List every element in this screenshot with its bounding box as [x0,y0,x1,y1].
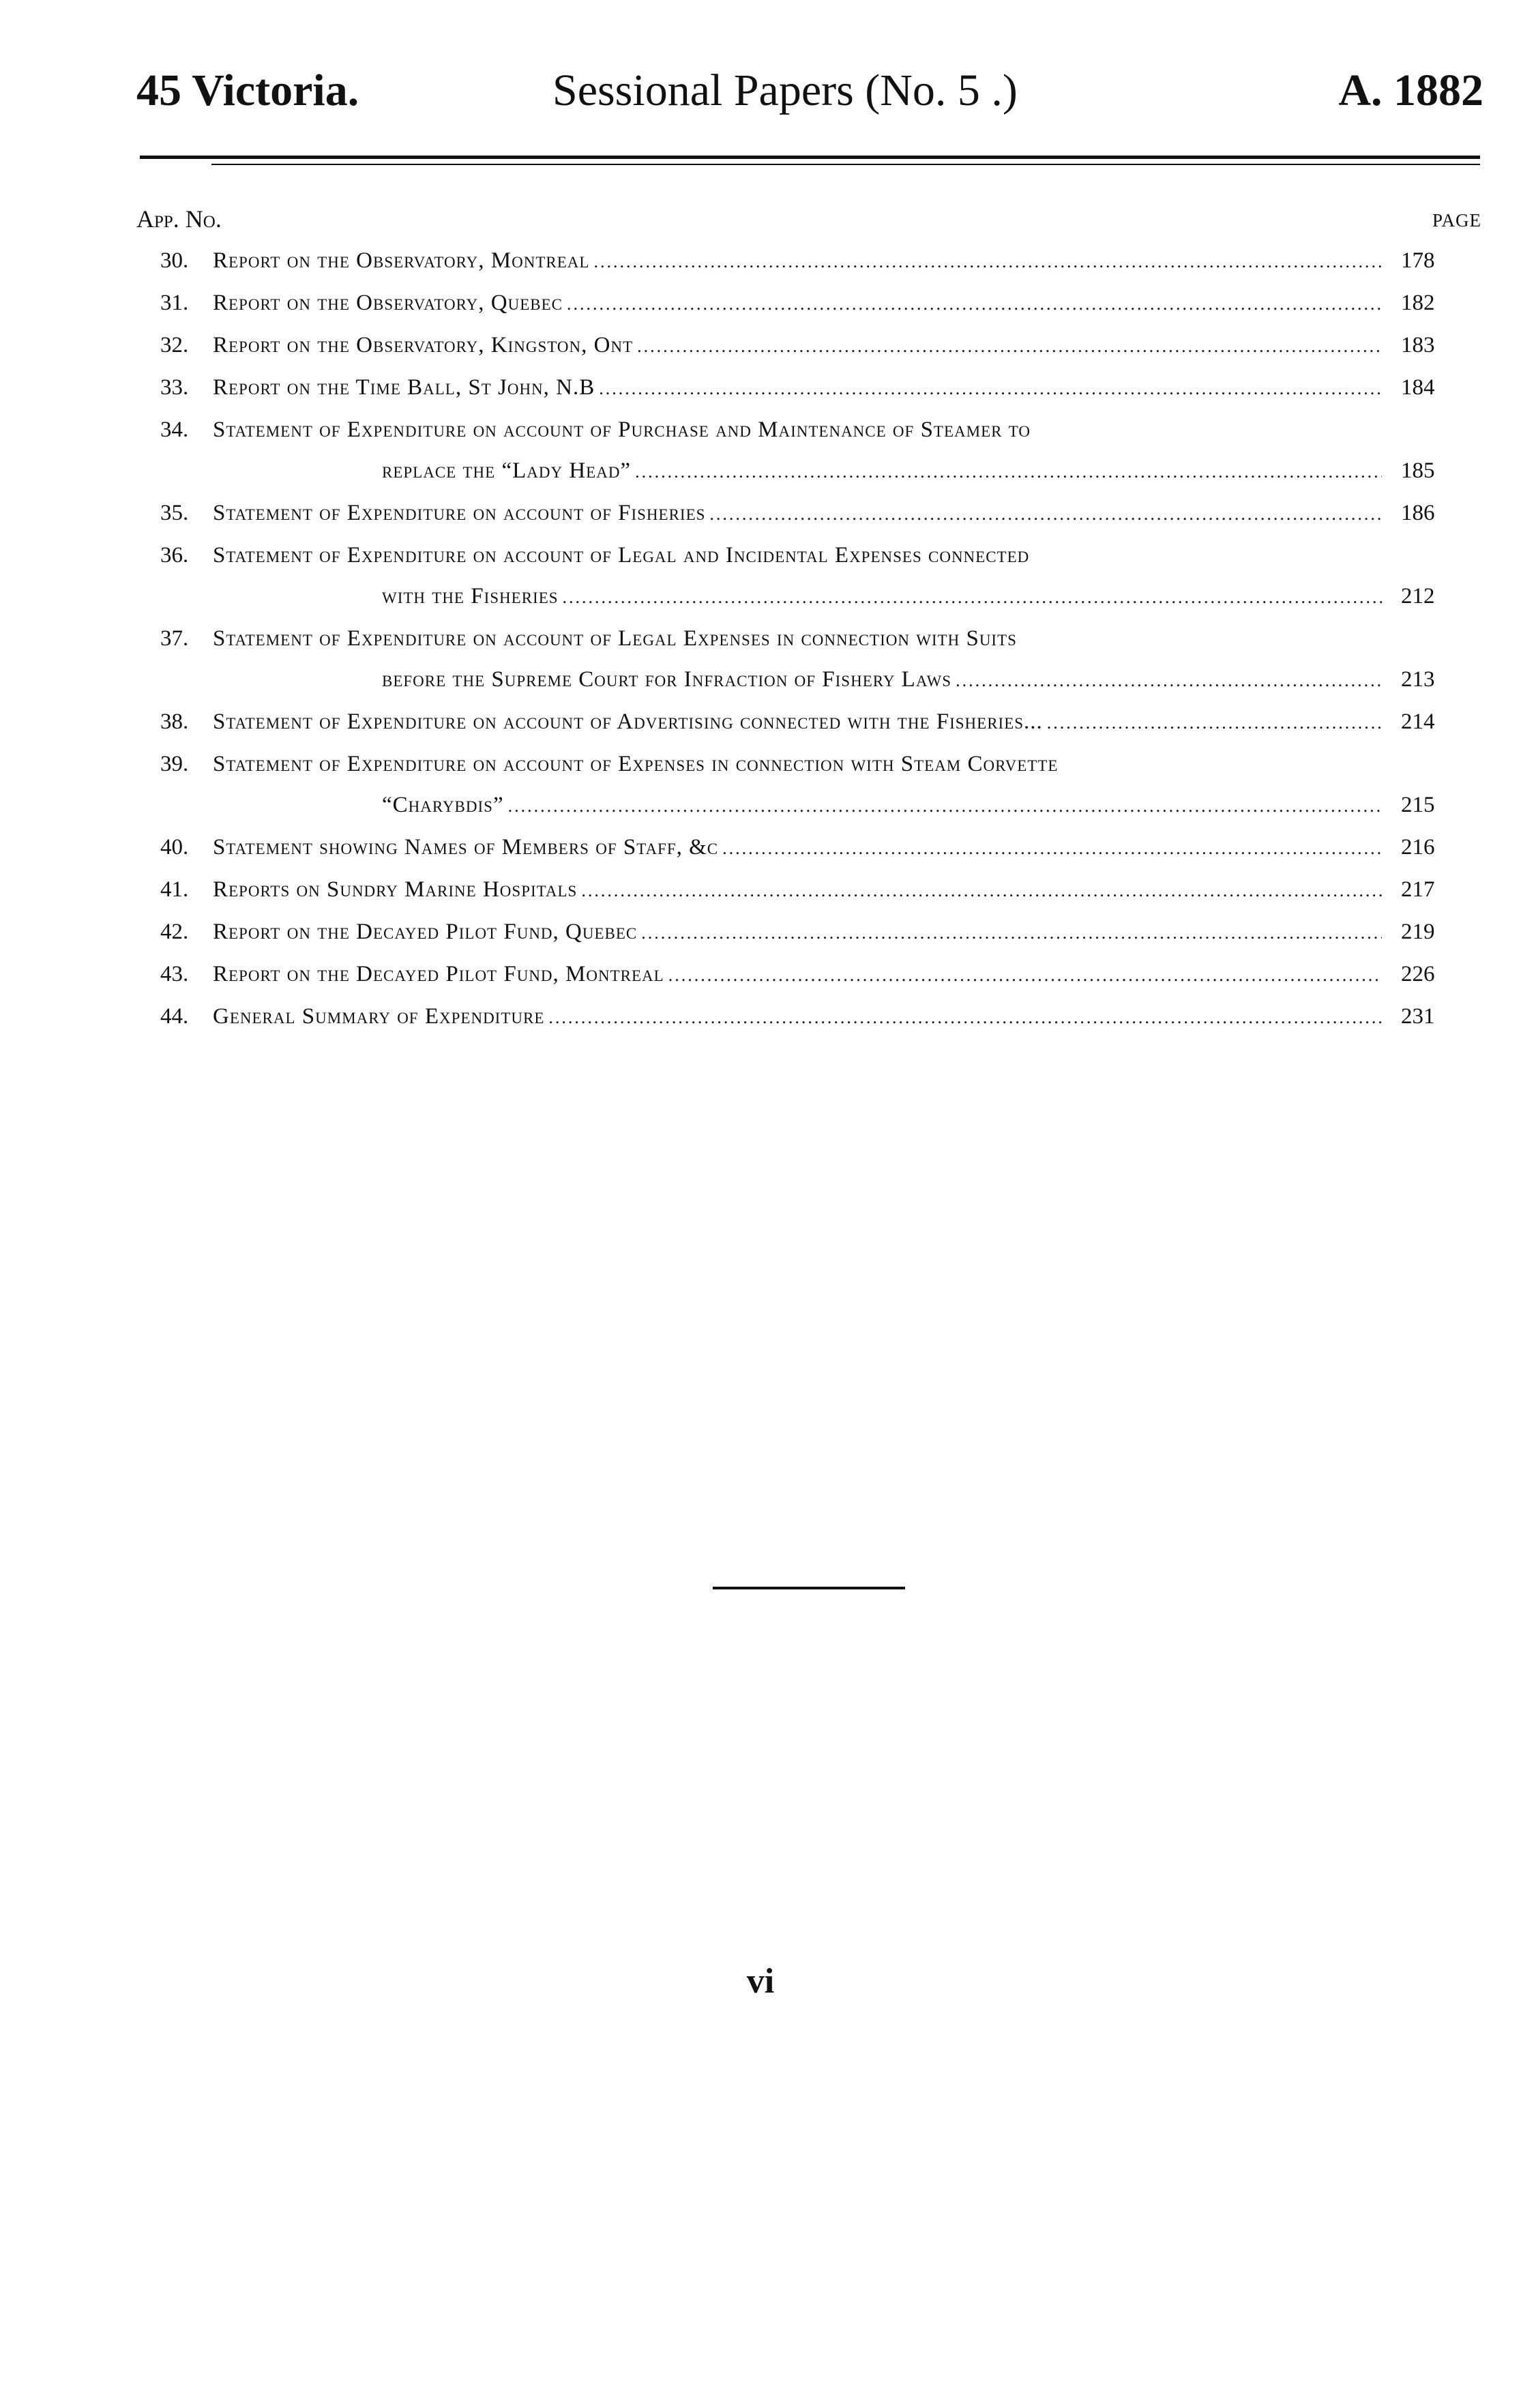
toc-entry-title: Statement of Expenditure on account of Purchase and Maintenance of Steamer to [213,417,1031,442]
toc-entry-number: 41. [160,877,189,902]
toc-entry-title: Statement of Expenditure on account of Expenses in connection with Steam Corvette [213,752,1059,776]
toc-entry-page: 186 [1401,501,1435,525]
toc-entry-number: 38. [160,709,189,734]
toc-entry-page: 184 [1401,375,1435,400]
toc-entry-page: 215 [1401,793,1435,817]
toc-entry-title: Statement of Expenditure on account of Legal Expenses in connection with Suits [213,626,1017,651]
dot-leader [567,284,1382,325]
toc-entry-page: 182 [1401,291,1435,315]
toc-entry-title: Report on the Observatory, Quebec [213,291,563,315]
toc-entry-title: Statement showing Names of Members of Staff, &c [213,835,719,860]
toc-entry-title: Reports on Sundry Marine Hospitals [213,877,578,902]
toc-entry-title: Statement of Expenditure on account of Advertising connected with the Fisheries... [213,709,1043,734]
toc-entry-page: 231 [1401,1004,1435,1029]
dot-leader [508,786,1382,827]
dot-leader [641,913,1382,954]
toc-entry [136,535,1481,618]
toc-entry [136,701,1481,744]
toc-entry-title: Statement of Expenditure on account of Legal and Incidental Expenses connected [213,543,1030,568]
toc-entry-title: “Charybdis” [382,793,504,817]
toc-entry-number: 42. [160,920,189,944]
toc-entry [136,325,1481,367]
dot-leader [709,494,1382,535]
toc-entry-title: Report on the Time Ball, St John, N.B [213,375,595,400]
toc-entry-title: before the Supreme Court for Infraction of Fishery Laws [382,667,952,692]
toc-entry-number: 36. [160,543,189,568]
toc-entry-page: 212 [1401,584,1435,608]
table-of-contents [136,240,1481,1038]
dot-leader [635,452,1382,493]
dot-leader [599,368,1382,409]
dot-leader [593,241,1382,282]
column-header-app-no: App. No. [136,205,222,233]
column-header-page: PAGE [1432,210,1481,231]
toc-entry [136,493,1481,535]
dot-leader [956,660,1382,701]
dot-leader [548,997,1382,1038]
toc-entry-number: 44. [160,1004,189,1029]
running-header [136,65,1483,119]
toc-entry-page: 226 [1401,962,1435,986]
toc-entry-number: 32. [160,333,189,357]
toc-entry-number: 43. [160,962,189,986]
toc-entry-page: 185 [1401,458,1435,483]
dot-leader [668,955,1382,996]
dot-leader [1047,703,1382,744]
toc-entry-number: 35. [160,501,189,525]
section-divider [713,1587,905,1589]
toc-entry-number: 34. [160,417,189,442]
toc-entry [136,240,1481,282]
toc-entry-number: 37. [160,626,189,651]
header-title: Sessional Papers (No. 5 .) [552,65,1018,115]
toc-entry-number: 31. [160,291,189,315]
toc-entry [136,996,1481,1038]
toc-entry-title: Report on the Decayed Pilot Fund, Quebec [213,920,638,944]
toc-entry [136,744,1481,827]
dot-leader [563,577,1382,618]
toc-entry [136,409,1481,493]
toc-entry-page: 219 [1401,920,1435,944]
toc-entry-title: Report on the Decayed Pilot Fund, Montreal [213,962,664,986]
toc-entry [136,827,1481,869]
toc-entry-number: 40. [160,835,189,860]
dot-leader [581,870,1382,911]
header-session: 45 Victoria. [136,65,359,115]
header-year: A. 1882 [1338,65,1483,115]
header-rule-thin [211,164,1480,165]
toc-entry-page: 178 [1401,248,1435,273]
toc-entry-number: 39. [160,752,189,776]
toc-entry [136,911,1481,954]
toc-entry-title: Report on the Observatory, Kingston, Ont [213,333,634,357]
toc-entry-page: 214 [1401,709,1435,734]
page-folio: vi [746,1962,775,2001]
toc-entry-page: 183 [1401,333,1435,357]
toc-entry-title: with the Fisheries [382,584,559,608]
toc-entry [136,367,1481,409]
toc-entry-title: Report on the Observatory, Montreal [213,248,590,273]
toc-entry [136,282,1481,325]
toc-entry [136,954,1481,996]
toc-entry-page: 216 [1401,835,1435,860]
toc-entry-title: Statement of Expenditure on account of Fisheries [213,501,706,525]
dot-leader [637,326,1382,367]
dot-leader [722,828,1382,869]
toc-entry-number: 30. [160,248,189,273]
toc-entry [136,869,1481,911]
toc-entry [136,618,1481,701]
toc-entry-title: replace the “Lady Head” [382,458,632,483]
header-rule-thick [140,156,1480,159]
toc-entry-page: 213 [1401,667,1435,692]
toc-entry-number: 33. [160,375,189,400]
toc-entry-page: 217 [1401,877,1435,902]
toc-entry-title: General Summary of Expenditure [213,1004,545,1029]
